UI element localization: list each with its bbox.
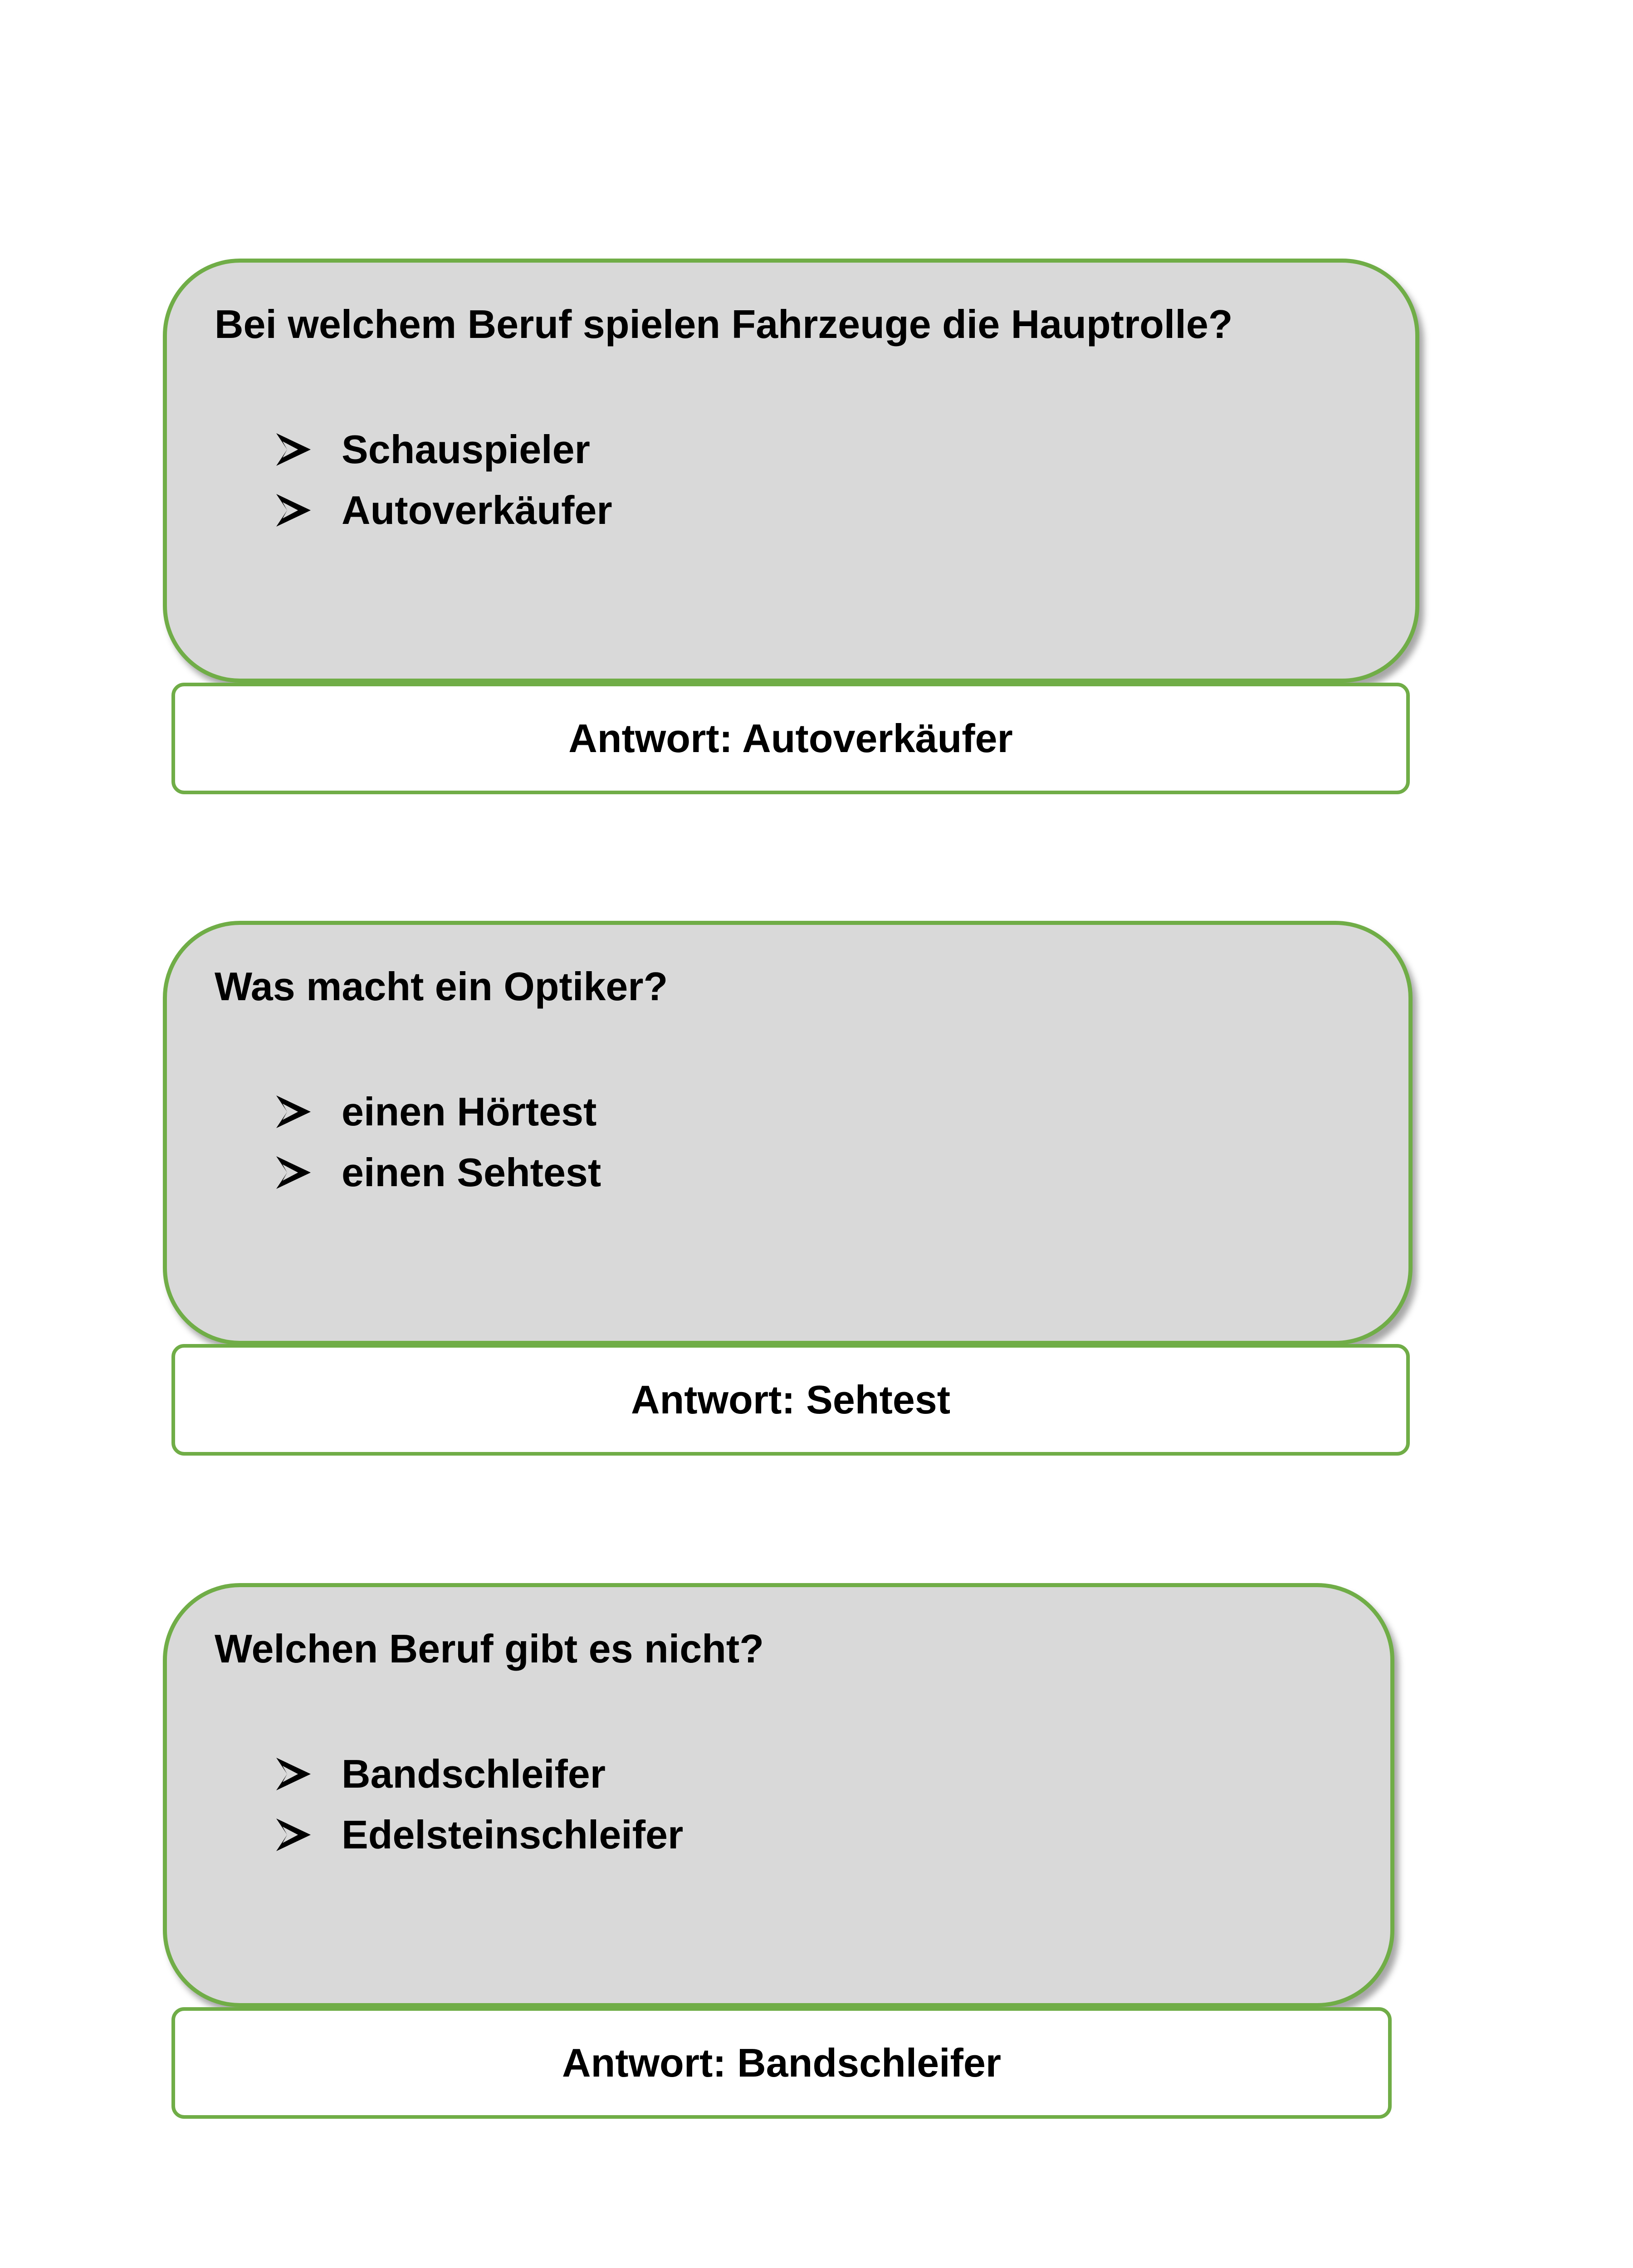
arrowhead-bullet-icon [274,431,313,468]
answer-box-2 [171,1344,1410,1456]
option-item [274,1744,683,1804]
option-list [274,1744,683,1865]
option-label: Bandschleifer [342,1751,606,1796]
option-list [274,1081,601,1203]
option-label: einen Hörtest [342,1089,597,1134]
arrowhead-bullet-icon [274,1094,313,1130]
answer-text: Antwort: Sehtest [631,1377,950,1422]
question-text: Welchen Beruf gibt es nicht? [215,1626,764,1671]
question-card-2 [163,921,1413,1345]
question-text: Was macht ein Optiker? [215,964,668,1009]
option-item [274,419,612,480]
answer-text: Antwort: Bandschleifer [562,2040,1002,2085]
question-card-1 [163,259,1419,683]
option-item [274,1804,683,1865]
arrowhead-bullet-icon [274,1756,313,1792]
question-card-3 [163,1583,1394,2007]
option-item [274,1142,601,1203]
answer-box-3 [171,2007,1392,2119]
option-label: Schauspieler [342,427,590,472]
option-list [274,419,612,541]
arrowhead-bullet-icon [274,1154,313,1191]
arrowhead-bullet-icon [274,492,313,528]
question-text: Bei welchem Beruf spielen Fahrzeuge die Hauptrolle? [215,302,1233,347]
option-label: Edelsteinschleifer [342,1812,684,1857]
option-label: einen Sehtest [342,1150,601,1195]
option-item [274,480,612,541]
option-label: Autoverkäufer [342,488,612,533]
arrowhead-bullet-icon [274,1817,313,1853]
answer-text: Antwort: Autoverkäufer [568,716,1013,761]
answer-box-1 [171,683,1410,794]
option-item [274,1081,601,1142]
